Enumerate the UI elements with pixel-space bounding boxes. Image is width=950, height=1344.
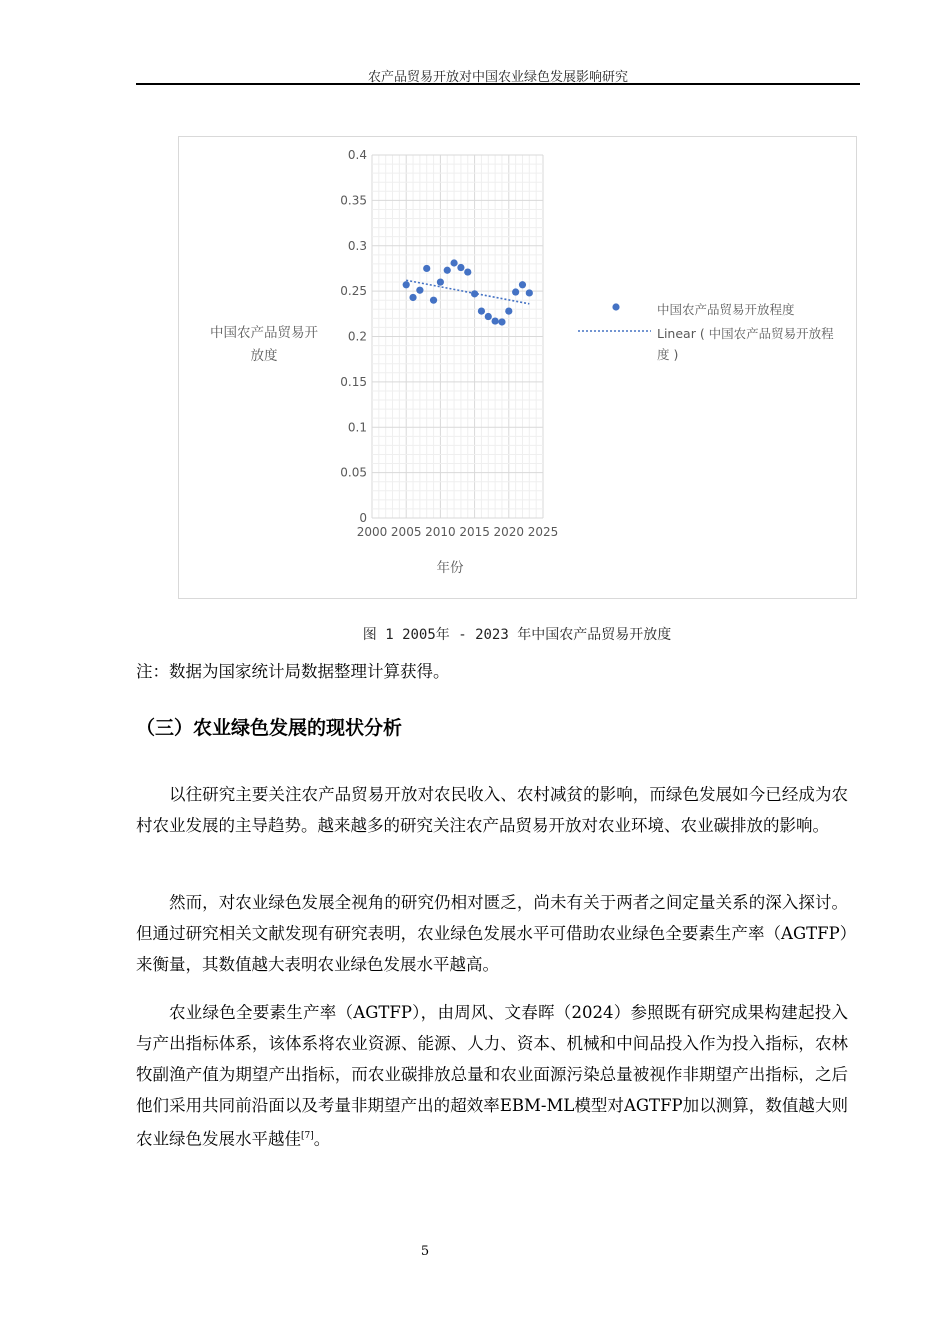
citation-ref: [7] bbox=[301, 1131, 314, 1141]
paragraph-3 bbox=[136, 997, 848, 1155]
x-tick-label: 2000 bbox=[356, 525, 388, 539]
x-tick-label: 2010 bbox=[425, 525, 456, 539]
data-point bbox=[505, 307, 512, 314]
section-heading: （三）农业绿色发展的现状分析 bbox=[136, 717, 403, 739]
scatter-chart bbox=[179, 137, 858, 600]
legend-series-label: 中国农产品贸易开放程度 bbox=[657, 302, 795, 317]
legend-trend-label-line1: Linear ( 中国农产品贸易开放程 bbox=[657, 326, 834, 341]
chart-container bbox=[178, 136, 857, 599]
y-tick-label: 0.15 bbox=[340, 374, 367, 389]
y-tick-label: 0.4 bbox=[347, 148, 367, 162]
data-point bbox=[457, 264, 464, 271]
x-tick-label: 2025 bbox=[527, 525, 559, 539]
page-number: 5 bbox=[420, 1244, 430, 1259]
data-point bbox=[512, 288, 519, 295]
data-point bbox=[526, 289, 533, 296]
y-axis-label-line2: 放度 bbox=[250, 348, 278, 364]
data-point bbox=[498, 318, 505, 325]
paragraph-3-text: 农业绿色全要素生产率（AGTFP），由周风、文春晖（2024）参照既有研究成果构建起投入与产出指标体系，该体系将农业资源、能源、人力、资本、机械和中间品投入作为投入指标，农林牧副渔产值为期望产出指标，而农业碳排放总量和农业面源污染总量被视作非期望产出指标，之后他们采用共同前沿面以及考量非期望产出的超效率EBM-ML模型对AGTFP加以测算，数值越大则农业绿色发展水平越佳 bbox=[136, 1003, 848, 1149]
data-point bbox=[478, 307, 485, 314]
legend-trend-label-line2: 度 ) bbox=[657, 347, 679, 362]
data-point bbox=[416, 287, 423, 294]
data-point bbox=[492, 317, 499, 324]
header-rule bbox=[136, 83, 860, 85]
x-tick-label: 2015 bbox=[459, 525, 490, 539]
paragraph-3-end: 。 bbox=[313, 1129, 331, 1149]
data-point bbox=[409, 294, 416, 301]
y-tick-label: 0 bbox=[359, 511, 367, 525]
data-point bbox=[450, 259, 457, 266]
data-point bbox=[485, 313, 492, 320]
chart-ticks bbox=[340, 148, 558, 539]
figure-caption: 图 1 2005年 - 2023 年中国农产品贸易开放度 bbox=[362, 627, 672, 643]
y-tick-label: 0.25 bbox=[340, 284, 367, 299]
data-point bbox=[403, 281, 410, 288]
legend-marker bbox=[612, 303, 619, 310]
x-tick-label: 2005 bbox=[390, 525, 422, 539]
data-point bbox=[437, 278, 444, 285]
y-axis-label-line1: 中国农产品贸易开 bbox=[210, 325, 318, 341]
chart-gridlines bbox=[372, 155, 543, 518]
y-tick-label: 0.05 bbox=[340, 465, 367, 480]
y-tick-label: 0.2 bbox=[347, 329, 367, 344]
y-tick-label: 0.3 bbox=[347, 238, 367, 253]
running-header: 农产品贸易开放对中国农业绿色发展影响研究 bbox=[367, 70, 628, 85]
y-tick-label: 0.35 bbox=[340, 193, 367, 208]
data-point bbox=[423, 265, 430, 272]
x-tick-label: 2020 bbox=[493, 525, 525, 539]
paragraph-2: 然而，对农业绿色发展全视角的研究仍相对匮乏，尚未有关于两者之间定量关系的深入探讨。但通过研究相关文献发现有研究表明，农业绿色发展水平可借助农业绿色全要素生产率（AGTFP）来衡量，其数值越大表明农业绿色发展水平越高。 bbox=[136, 893, 848, 974]
x-axis-label: 年份 bbox=[436, 560, 464, 576]
data-point bbox=[519, 281, 526, 288]
y-tick-label: 0.1 bbox=[347, 420, 367, 435]
data-point bbox=[471, 290, 478, 297]
data-point bbox=[464, 268, 471, 275]
data-point bbox=[444, 267, 451, 274]
data-point bbox=[430, 297, 437, 304]
data-source-note: 注：数据为国家统计局数据整理计算获得。 bbox=[136, 662, 450, 681]
paragraph-1: 以往研究主要关注农产品贸易开放对农民收入、农村减贫的影响，而绿色发展如今已经成为农村农业发展的主导趋势。越来越多的研究关注农产品贸易开放对农业环境、农业碳排放的影响。 bbox=[136, 785, 848, 835]
